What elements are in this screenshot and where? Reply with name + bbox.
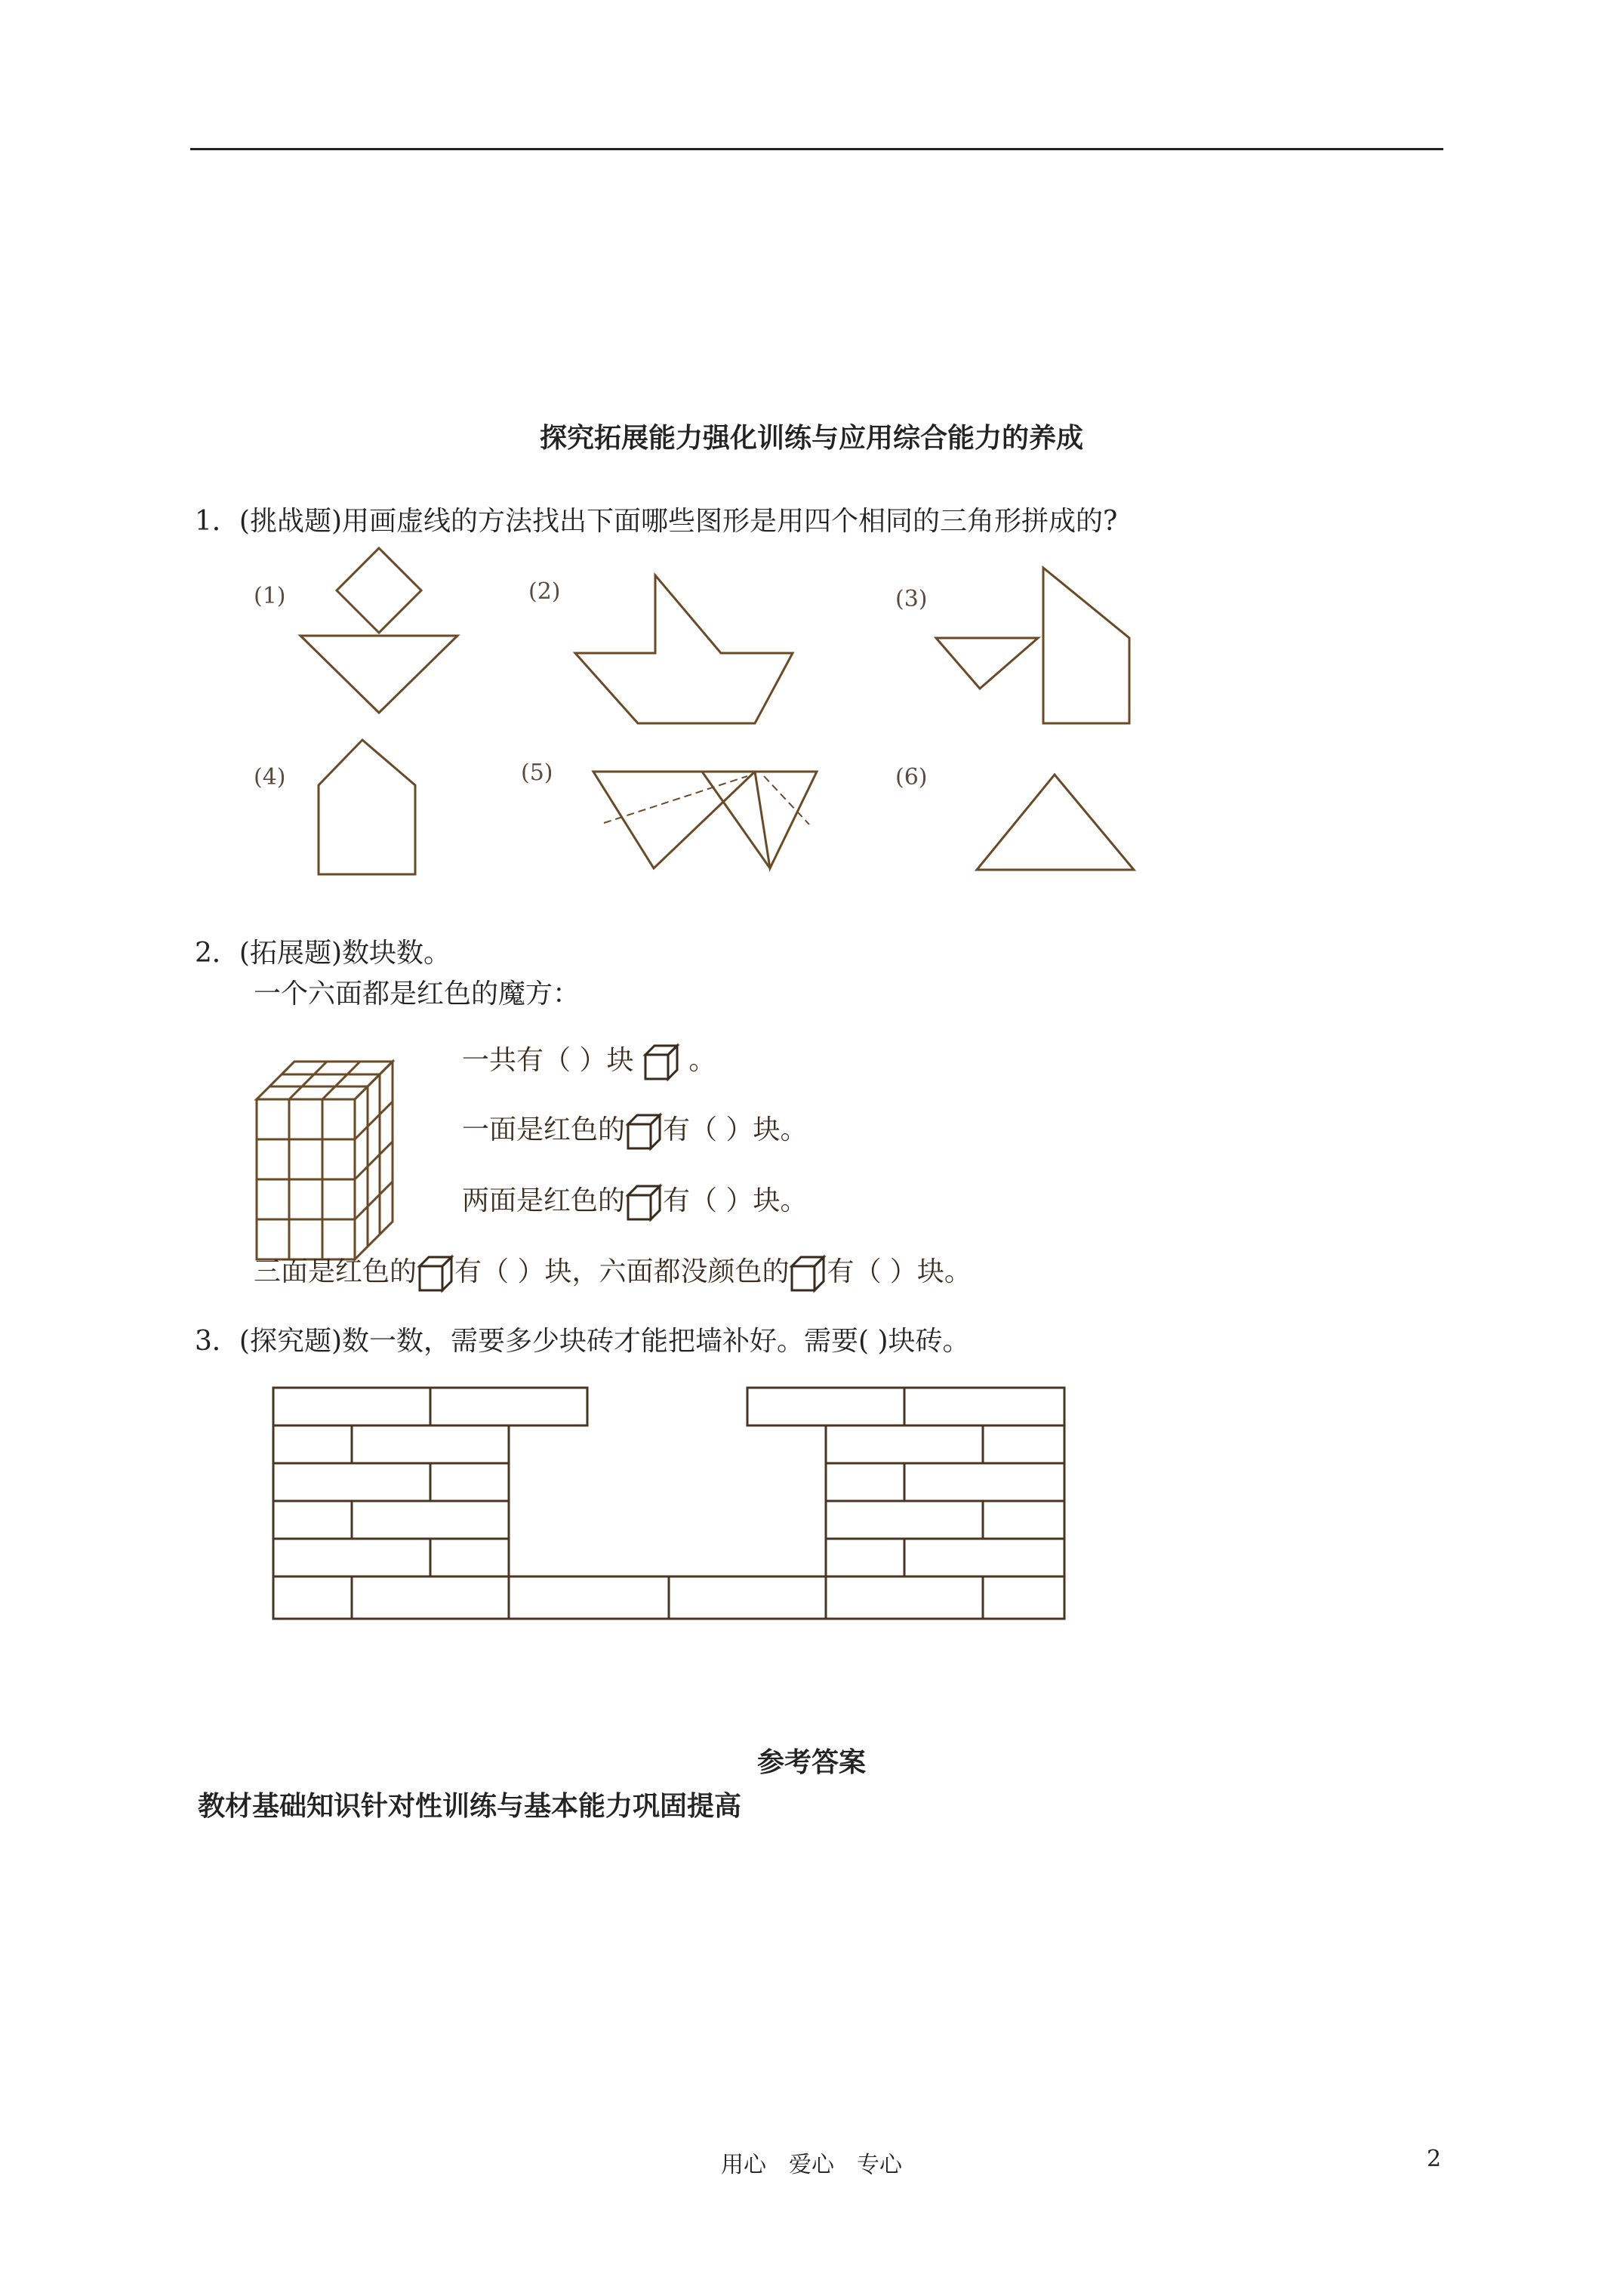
figure-label-5: (5) bbox=[521, 760, 553, 786]
footer-motto: 用心 爱心 专心 bbox=[721, 2152, 902, 2178]
q2-line-3-text: 两面是红色的 bbox=[462, 1185, 626, 1216]
question-1-text: 1．(挑战题)用画虚线的方法找出下面哪些图形是用四个相同的三角形拼成的? bbox=[195, 506, 1118, 537]
figure-1-shape bbox=[300, 548, 457, 713]
q2-line-4-middle: 有（ ）块，六面都没颜色的 bbox=[454, 1256, 790, 1287]
figure-6-shape bbox=[977, 775, 1134, 870]
small-cube-icon bbox=[789, 1254, 827, 1293]
figure-label-1: (1) bbox=[254, 583, 286, 609]
section-title: 探究拓展能力强化训练与应用综合能力的养成 bbox=[539, 422, 1083, 454]
small-cube-icon bbox=[625, 1183, 663, 1222]
q2-line-4-answer: 有（ ）块。 bbox=[827, 1256, 972, 1287]
question-3-text: 3．(探究题)数一数，需要多少块砖才能把墙补好。需要( )块砖。 bbox=[195, 1326, 970, 1357]
figure-5-shape bbox=[593, 772, 817, 868]
q2-line-1 bbox=[462, 1039, 716, 1082]
question-2-text: 2．(拓展题)数块数。 bbox=[195, 938, 451, 969]
q2-line-1-end: 。 bbox=[688, 1045, 716, 1076]
q2-line-2 bbox=[462, 1108, 807, 1151]
q2-line-2-answer: 有（ ）块。 bbox=[663, 1114, 808, 1145]
answers-section-title: 教材基础知识针对性训练与基本能力巩固提高 bbox=[198, 1790, 742, 1822]
brick-wall-figure bbox=[272, 1386, 1072, 1622]
figure-label-3: (3) bbox=[895, 586, 928, 612]
page-number: 2 bbox=[1427, 2146, 1442, 2172]
q2-line-4-text: 三面是红色的 bbox=[254, 1256, 417, 1287]
figure-3-shape bbox=[936, 568, 1129, 723]
rubik-cube-figure bbox=[249, 1054, 400, 1281]
q2-line-1-text: 一共有（ ）块 bbox=[462, 1045, 634, 1076]
small-cube-icon bbox=[625, 1112, 663, 1151]
q2-line-4 bbox=[254, 1250, 972, 1293]
answers-heading: 参考答案 bbox=[756, 1746, 866, 1778]
figure-label-4: (4) bbox=[254, 764, 286, 791]
q1-figures bbox=[0, 0, 1623, 906]
small-cube-icon bbox=[417, 1254, 454, 1293]
question-2-subtext: 一个六面都是红色的魔方： bbox=[254, 978, 581, 1009]
q2-line-2-text: 一面是红色的 bbox=[462, 1114, 626, 1145]
figure-label-6: (6) bbox=[895, 764, 928, 791]
figure-2-shape bbox=[575, 575, 793, 723]
figure-label-2: (2) bbox=[528, 578, 561, 605]
q2-line-3 bbox=[462, 1179, 807, 1222]
small-cube-icon bbox=[642, 1043, 680, 1082]
figure-4-shape bbox=[319, 740, 415, 874]
q2-line-3-answer: 有（ ）块。 bbox=[663, 1185, 808, 1216]
